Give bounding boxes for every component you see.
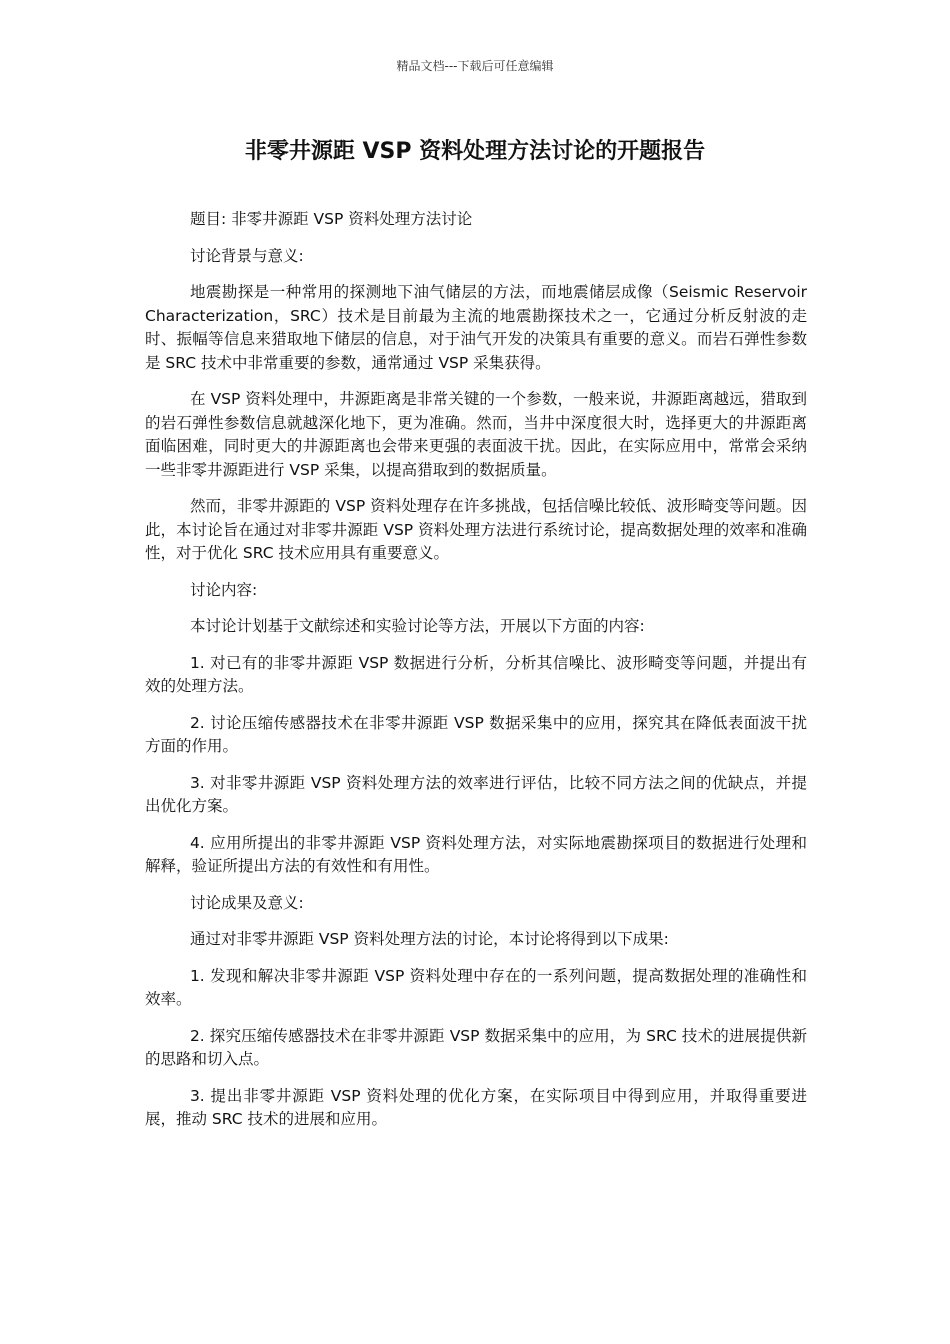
background-paragraph: 然而，非零井源距的 VSP 资料处理存在许多挑战，包括信噪比较低、波形畸变等问题。因此，本讨论旨在通过对非零井源距 VSP 资料处理方法进行系统讨论，提高数据处理的效率和准确性，对于优化 SRC 技术应用具有重要意义。 [145,497,807,562]
content-intro: 本讨论计划基于文献综述和实验讨论等方法，开展以下方面的内容: [189,617,645,635]
section-heading-content: 讨论内容: [189,580,258,599]
section-heading-results: 讨论成果及意义: [189,893,304,912]
content-list-item: 1. 对已有的非零井源距 VSP 数据进行分析，分析其信噪比、波形畸变等问题，并提出有效的处理方法。 [145,653,807,695]
section-heading-background: 讨论背景与意义: [189,246,304,265]
background-paragraph: 在 VSP 资料处理中，井源距离是非常关键的一个参数，一般来说，井源距离越远，猎取到的岩石弹性参数信息就越深化地下，更为准确。然而，当井中深度很大时，选择更大的井源距离面临困难，同时更大的井源距离也会带来更强的表面波干扰。因此，在实际应用中，常常会采纳一些非零井源距进行 VSP 采集，以提高猎取到的数据质量。 [145,390,807,479]
topic-line: 题目: 非零井源距 VSP 资料处理方法讨论 [189,210,473,228]
results-list-item: 2. 探究压缩传感器技术在非零井源距 VSP 数据采集中的应用，为 SRC 技术的进展提供新的思路和切入点。 [145,1026,807,1068]
background-paragraph: 地震勘探是一种常用的探测地下油气储层的方法，而地震储层成像（Seismic Reservoir Characterization，SRC）技术是目前最为主流的地震勘探技术之一，它通过分析反射波的走时、振幅等信息来猎取地下储层的信息，对于油气开发的决策具有重要的意义。而岩石弹性参数是 SRC 技术中非常重要的参数，通常通过 VSP 采集获得。 [145,283,807,372]
content-list-item: 4. 应用所提出的非零井源距 VSP 资料处理方法，对实际地震勘探项目的数据进行处理和解释，验证所提出方法的有效性和有用性。 [145,833,807,875]
content-list-item: 2. 讨论压缩传感器技术在非零井源距 VSP 数据采集中的应用，探究其在降低表面波干扰方面的作用。 [145,713,807,755]
results-intro: 通过对非零井源距 VSP 资料处理方法的讨论，本讨论将得到以下成果: [189,930,669,948]
page-header: 精品文档---下载后可任意编辑 [396,59,554,73]
content-list-item: 3. 对非零井源距 VSP 资料处理方法的效率进行评估，比较不同方法之间的优缺点，并提出优化方案。 [145,773,807,815]
results-list-item: 1. 发现和解决非零井源距 VSP 资料处理中存在的一系列问题，提高数据处理的准确性和效率。 [145,966,807,1008]
results-list-item: 3. 提出非零井源距 VSP 资料处理的优化方案，在实际项目中得到应用，并取得重要进展，推动 SRC 技术的进展和应用。 [145,1086,807,1128]
document-body [145,208,807,1145]
document-title: 非零井源距 VSP 资料处理方法讨论的开题报告 [244,139,706,164]
